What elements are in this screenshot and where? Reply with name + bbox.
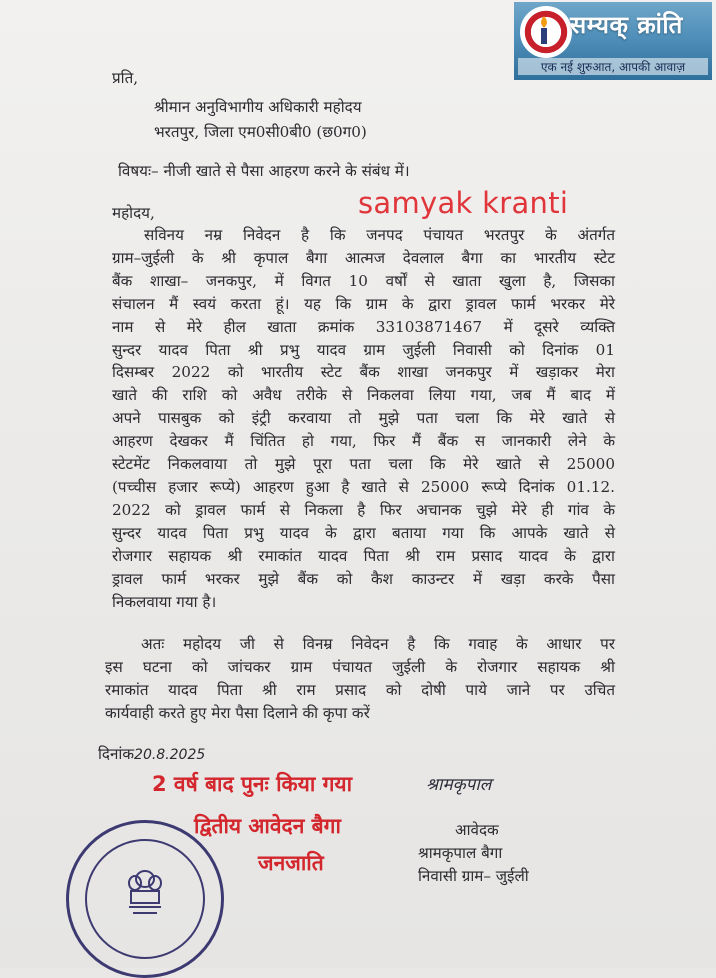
applicant-name: श्रामकृपाल बैगा [418, 844, 503, 862]
closing-line: रमाकांत यादव पिता श्री राम प्रसाद को दोषी पाये जाने पर उचित [105, 680, 615, 699]
overlay-headline-line-1: 2 वर्ष बाद पुनः किया गया [152, 772, 353, 796]
body-line: ड्रावल फार्म भरकर मुझे बैंक को कैश काउन्टर में खड़ा करके पैसा [112, 569, 615, 588]
closing-line: इस घटना को जांचकर ग्राम पंचायत जुईली के रोजगार सहायक श्री [105, 657, 615, 676]
logo-tagline: एक नई शुरुआत, आपकी आवाज़ [518, 58, 708, 75]
overlay-headline-line-3: जनजाति [258, 851, 324, 875]
body-line: 2022 को ड्रावल फार्म से निकला है फिर अचानक चुझे मेरे ही गांव के [112, 500, 615, 519]
date-row [98, 744, 205, 765]
applicant-address: निवासी ग्राम– जुईली [418, 867, 529, 885]
body-line: नाम से मेरे हील खाता क्रमांक 33103871467 में दूसरे व्यक्ति [112, 317, 615, 336]
body-paragraph [112, 224, 615, 613]
body-line: रोजगार सहायक श्री रमाकांत यादव पिता श्री राम प्रसाद यादव के द्वारा [112, 546, 615, 565]
body-line: सविनय नम्र निवेदन है कि जनपद पंचायत भरतपुर के अंतर्गत [144, 226, 615, 244]
body-line: खाते की राशि को अवैध तरीके से निकलवा लिया गया, जब मैं बाद में [112, 386, 615, 405]
overlay-headline-line-2: द्वितीय आवेदन बैगा [194, 814, 341, 838]
addressee-line-2: भरतपुर, जिला एम0सी0बी0 (छ0ग0) [154, 123, 367, 141]
watermark-text: samyak kranti [358, 186, 569, 220]
body-line: अपने पासबुक को इंट्री करवाया तो मुझे पता चला कि मेरे खाते से [112, 409, 615, 428]
date-label: दिनांक [98, 745, 135, 763]
samyak-kranti-logo [514, 2, 712, 80]
date-value: 20.8.2025 [134, 747, 206, 763]
body-line: आहरण देखकर मैं चिंतित हो गया, फिर मैं बैंक स जानकारी लेने के [112, 432, 615, 451]
salutation: महोदय, [112, 204, 155, 222]
closing-paragraph [105, 633, 615, 725]
national-emblem-icon [123, 867, 167, 929]
torch-emblem-icon [520, 6, 572, 58]
to-line: प्रति, [112, 69, 139, 87]
closing-line: कार्यवाही करते हुए मेरा पैसा दिलाने की कृपा करें [105, 703, 370, 722]
body-line: सुन्दर यादव पिता प्रभु यादव के द्वारा बताया गया कि आपके खाते से [112, 523, 615, 542]
body-line: स्टेटमेंट निकलवाया तो मुझे पूरा पता चला कि मेरे खाते से 25000 [112, 455, 615, 474]
official-seal-stamp [66, 820, 224, 978]
closing-line: अतः महोदय जी से विनम्र निवेदन है कि गवाह के आधार पर [141, 635, 615, 653]
addressee-line-1: श्रीमान अनुविभागीय अधिकारी महोदय [154, 98, 362, 116]
body-line: (पच्चीस हजार रूप्ये) आहरण हुआ है खाते से 25000 रूप्ये दिनांक 01.12. [112, 477, 615, 496]
body-line: दिसम्बर 2022 को भारतीय स्टेट बैंक शाखा जनकपुर में खड़ाकर मेरा [112, 363, 615, 382]
handwritten-signature: श्रामकृपाल [426, 775, 492, 795]
logo-title: सम्यक् क्रांति [570, 11, 683, 39]
body-line: संचालन मैं स्वयं करता हूं। यह कि ग्राम के द्वारा ड्रावल फार्म भरकर मेरे [112, 294, 615, 313]
body-line: बैंक शाखा– जनकपुर, में विगत 10 वर्षों से खाता खुला है, जिसका [112, 271, 615, 290]
body-line: ग्राम–जुईली के श्री कृपाल बैगा आत्मज देवलाल बैगा का भारतीय स्टेट [112, 248, 615, 267]
applicant-label: आवेदक [455, 821, 499, 839]
body-line: सुन्दर यादव पिता श्री प्रभु यादव ग्राम जुईली निवासी को दिनांक 01 [112, 340, 615, 359]
body-line: निकलवाया गया है। [112, 592, 217, 611]
subject-line: विषयः– नीजी खाते से पैसा आहरण करने के संबंध में। [118, 162, 410, 180]
